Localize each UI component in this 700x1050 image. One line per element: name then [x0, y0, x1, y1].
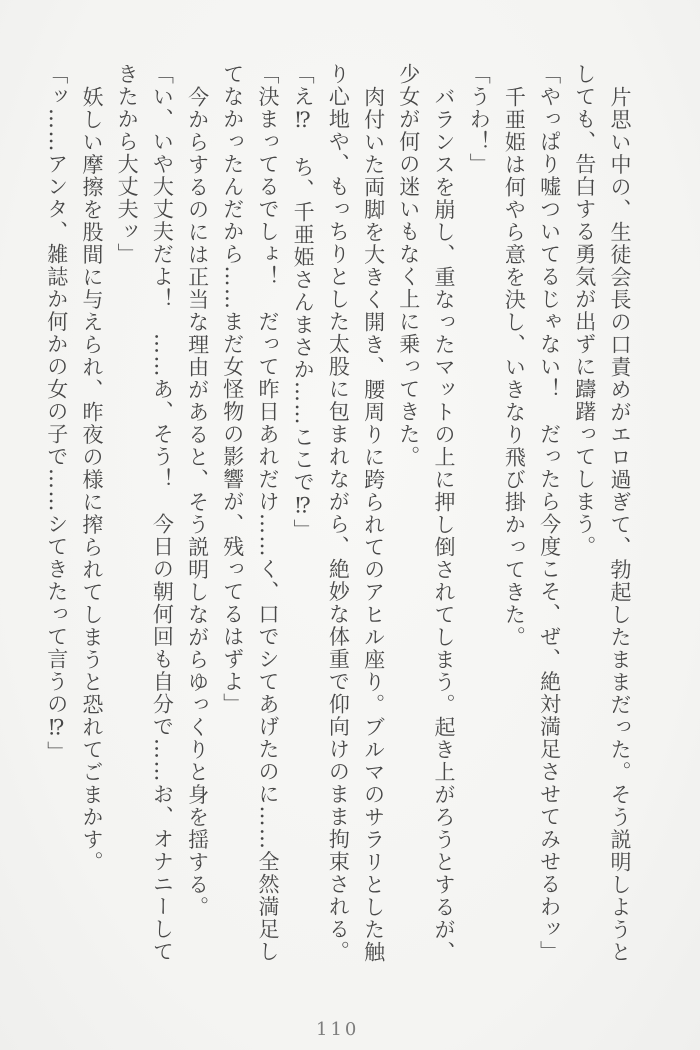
text-line: 妖しい摩擦を股間に与えられ、昨夜の様に搾られてしまうと恐れてごまかす。 [79, 85, 104, 873]
page-number: 110 [316, 1019, 360, 1040]
text-line: 今からするのには正当な理由があると、そう説明しながらゆっくりと身を揺する。 [185, 85, 210, 918]
text-line: 千亜姫は何やら意を決し、いきなり飛び掛かってきた。 [502, 85, 527, 648]
text-line: しても、告白する勇気が出ずに躊躇ってしまう。 [572, 63, 597, 558]
text-line: 「い、いや大丈夫だよ！ ……あ、そう！ 今日の朝何回も自分で……お、オナニーして [150, 63, 175, 963]
text-line: 少女が何の迷いもなく上に乗ってきた。 [396, 63, 421, 468]
text-line: てなかったんだから……まだ女怪物の影響が、残ってるはずよ」 [220, 63, 245, 716]
text-line: バランスを崩し、重なったマットの上に押し倒されてしまう。起き上がろうとするが、 [431, 85, 456, 963]
text-line: 「やっぱり嘘ついてるじゃない！ だったら今度こそ、ぜ、絶対満足させてみせるわッ」 [537, 63, 562, 963]
text-line: きたから大丈夫ッ」 [115, 63, 140, 266]
text-line: 「ッ……アンタ、雑誌か何かの女の子で……シてきたって言うの⁉」 [44, 63, 69, 764]
text-line: り心地や、もっちりとした太股に包まれながら、絶妙な体重で仰向けのまま拘束される。 [326, 63, 351, 963]
text-line: 肉付いた両脚を大きく開き、腰周りに跨られてのアヒル座り。ブルマのサラリとした触 [361, 85, 386, 963]
text-line: 「うわ！」 [467, 63, 492, 176]
page-text [39, 63, 637, 963]
text-line: 「決まってるでしょ！ だって昨日あれだけ……く、口でシてあげたのに……全然満足し [255, 63, 280, 963]
text-line: 「え⁉ ち、千亜姫さんまさか……ここで⁉」 [291, 63, 316, 542]
text-line: 片思い中の、生徒会長の口責めがエロ過ぎて、勃起したままだった。そう説明しようと [608, 85, 632, 963]
